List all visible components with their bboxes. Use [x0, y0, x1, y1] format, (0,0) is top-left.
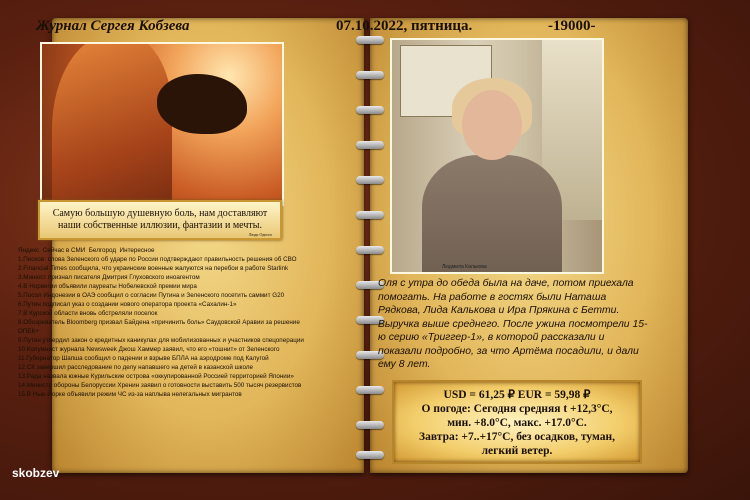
weather-tomorrow: Завтра: +7..+17°С, без осадков, туман, [419, 431, 615, 443]
binder-ring [356, 106, 384, 114]
journal-title: Журнал Сергея Кобзева [36, 18, 190, 34]
entry-counter: -19000- [548, 18, 596, 34]
news-item: 4.В Норвегии объявили лауреаты Нобелевской премии мира [18, 283, 197, 290]
ring-binding [352, 26, 388, 466]
photo-dog-shape [157, 74, 247, 134]
binder-ring [356, 176, 384, 184]
news-item: 10.Колумнист журнала Newsweek Джош Хаммер заявил, что его «тошнит» от Зеленского [18, 346, 280, 353]
news-item: 11.Губернатор Шапша сообщил о падении и взрыве БПЛА на аэродроме под Калугой [18, 355, 269, 362]
weather-minmax: мин. +8.0°С, макс. +17.0°С. [447, 417, 587, 429]
binder-ring [356, 421, 384, 429]
portrait-photo [390, 38, 604, 274]
news-header: Яндекс Сейчас в СМИ Белгород Интересное [18, 247, 155, 254]
weather-wind: легкий ветер. [481, 445, 553, 457]
currency-rates: USD = 61,25 ₽ EUR = 59,98 ₽ [443, 389, 591, 401]
mood-photo [40, 42, 284, 206]
binder-ring [356, 246, 384, 254]
binder-ring [356, 451, 384, 459]
news-item: 15.В Нью-Йорке объявили режим ЧС из-за наплыва нелегальных мигрантов [18, 391, 242, 398]
weather-today: О погоде: Сегодня средняя t +12,3°С, [421, 403, 613, 415]
quote-line: наши собственные иллюзии, фантазии и мечты. [58, 220, 262, 231]
news-item: 13.Рада назвала южные Курильские острова «оккупированной Россией территорией Японии» [18, 373, 294, 380]
diary-entry: Оля с утра до обеда была на даче, потом приехала помогать. На работе в гостях были Наташа Рядкова, Лида Калькова и Ира Прякина с Бетти. Выручка выше среднего. После ужина посмотрели 15-ю серию «Триггер-1», в которой рассказали и показали подробно, за что Артёма посадили, и дали ему 8 лет. [378, 278, 648, 370]
news-item: 8.Обозреватель Bloomberg призвал Байдена «причинить боль» Саудовской Аравии за решение ОПЕК+ [18, 319, 300, 335]
news-item: 1.Песков: слова Зеленского об ударе по России подтверждают правильность решения об СВО [18, 256, 297, 263]
news-list [18, 246, 308, 399]
news-item: 9.Путин утвердил закон о кредитных каникулах для мобилизованных и участников спецоперации [18, 337, 304, 344]
quote-box [38, 200, 282, 240]
info-box [392, 380, 642, 464]
news-item: 6.Путин подписал указ о создании нового оператора проекта «Сахалин-1» [18, 301, 237, 308]
news-item: 3.Минюст признал писателя Дмитрия Глуховского иноагентом [18, 274, 200, 281]
news-item: 7.В Курской области вновь обстреляли поселок [18, 310, 158, 317]
photo-person-body [422, 155, 562, 274]
binder-ring [356, 211, 384, 219]
watermark: skobzev [12, 466, 60, 480]
news-item: 12.СК завершил расследование по делу напавшего на детей в казанской школе [18, 364, 254, 371]
quote-line: Самую большую душевную боль, нам доставляют [52, 208, 268, 219]
binder-ring [356, 386, 384, 394]
binder-ring [356, 36, 384, 44]
binder-ring [356, 141, 384, 149]
news-item: 5.Посол Индонезии в ОАЭ сообщил о согласии Путина и Зеленского посетить саммит G20 [18, 292, 285, 299]
quote-author: Люди Одного [248, 232, 272, 237]
photo-hair-shape [52, 42, 172, 206]
news-item: 2.Financial Times сообщила, что украинские военные жалуются на перебои в работе Starlink [18, 265, 289, 272]
entry-date: 07.10.2022, пятница. [336, 18, 473, 34]
binder-ring [356, 71, 384, 79]
photo-caption: Людмила Калькова [442, 264, 487, 270]
photo-person-face [462, 90, 522, 160]
news-item: 14.Министр обороны Белоруссии Хренин заявил о готовности выставить 500 тысяч резервистов [18, 382, 302, 389]
